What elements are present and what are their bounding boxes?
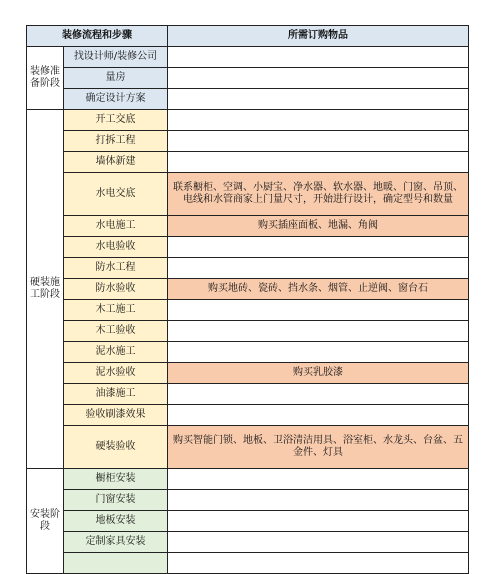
table-row [27, 511, 469, 532]
header-row [27, 26, 469, 47]
header-items: 所需订购物品 [168, 26, 469, 47]
table-row [27, 216, 469, 237]
table-row [27, 89, 469, 110]
items-cell [168, 89, 469, 110]
step-cell: 打拆工程 [64, 131, 168, 152]
table-row [27, 279, 469, 300]
items-cell: 购买智能门锁、地板、卫浴清洁用具、浴室柜、水龙头、台盆、五金件、灯具 [168, 426, 469, 469]
table-row [27, 258, 469, 279]
table-row [27, 68, 469, 89]
table-row [27, 152, 469, 173]
table-row [27, 237, 469, 258]
table-row [27, 342, 469, 363]
table-row [27, 384, 469, 405]
table-row [27, 532, 469, 553]
table-row [27, 490, 469, 511]
items-cell [168, 532, 469, 553]
step-cell: 泥水验收 [64, 363, 168, 384]
items-cell [168, 469, 469, 490]
step-cell: 找设计师/装修公司 [64, 47, 168, 68]
table-row [27, 47, 469, 68]
items-cell [168, 342, 469, 363]
items-cell [168, 511, 469, 532]
step-cell: 确定设计方案 [64, 89, 168, 110]
step-cell: 墙体新建 [64, 152, 168, 173]
table-row [27, 426, 469, 469]
renovation-table [26, 25, 469, 574]
step-cell: 防水验收 [64, 279, 168, 300]
table-row [27, 300, 469, 321]
step-cell: 木工施工 [64, 300, 168, 321]
items-cell [168, 237, 469, 258]
items-cell [168, 300, 469, 321]
step-cell: 木工验收 [64, 321, 168, 342]
phase-label: 硬装施 工阶段 [27, 110, 64, 469]
items-cell [168, 47, 469, 68]
items-cell: 购买插座面板、地漏、角阀 [168, 216, 469, 237]
items-cell [168, 405, 469, 426]
items-cell [168, 553, 469, 574]
table-row [27, 110, 469, 131]
items-cell [168, 384, 469, 405]
step-cell: 地板安装 [64, 511, 168, 532]
step-cell: 定制家具安装 [64, 532, 168, 553]
items-cell [168, 131, 469, 152]
phase-label: 装修准 备阶段 [27, 47, 64, 110]
step-cell: 开工交底 [64, 110, 168, 131]
table-row [27, 131, 469, 152]
items-cell [168, 152, 469, 173]
step-cell [64, 553, 168, 574]
step-cell: 橱柜安装 [64, 469, 168, 490]
table-row [27, 405, 469, 426]
items-cell: 联系橱柜、空调、小厨宝、净水器、软水器、地暖、门窗、吊顶、电线和水管商家上门量尺寸，开始进行设计，确定型号和数量 [168, 173, 469, 216]
items-cell: 购买地砖、瓷砖、挡水条、烟管、止逆阀、窗台石 [168, 279, 469, 300]
phase-label: 安装阶 段 [27, 469, 64, 574]
step-cell: 油漆施工 [64, 384, 168, 405]
step-cell: 水电施工 [64, 216, 168, 237]
items-cell [168, 321, 469, 342]
table-row [27, 469, 469, 490]
step-cell: 验收刷漆效果 [64, 405, 168, 426]
table-row [27, 363, 469, 384]
step-cell: 水电交底 [64, 173, 168, 216]
step-cell: 泥水施工 [64, 342, 168, 363]
table-row [27, 321, 469, 342]
step-cell: 硬装验收 [64, 426, 168, 469]
step-cell: 水电验收 [64, 237, 168, 258]
step-cell: 门窗安装 [64, 490, 168, 511]
table-row [27, 553, 469, 574]
items-cell [168, 68, 469, 89]
items-cell [168, 110, 469, 131]
step-cell: 防水工程 [64, 258, 168, 279]
header-steps: 装修流程和步骤 [27, 26, 168, 47]
table-body [27, 26, 469, 574]
items-cell [168, 258, 469, 279]
items-cell [168, 490, 469, 511]
items-cell: 购买乳胶漆 [168, 363, 469, 384]
renovation-table-sheet [26, 25, 468, 574]
step-cell: 量房 [64, 68, 168, 89]
table-row [27, 173, 469, 216]
